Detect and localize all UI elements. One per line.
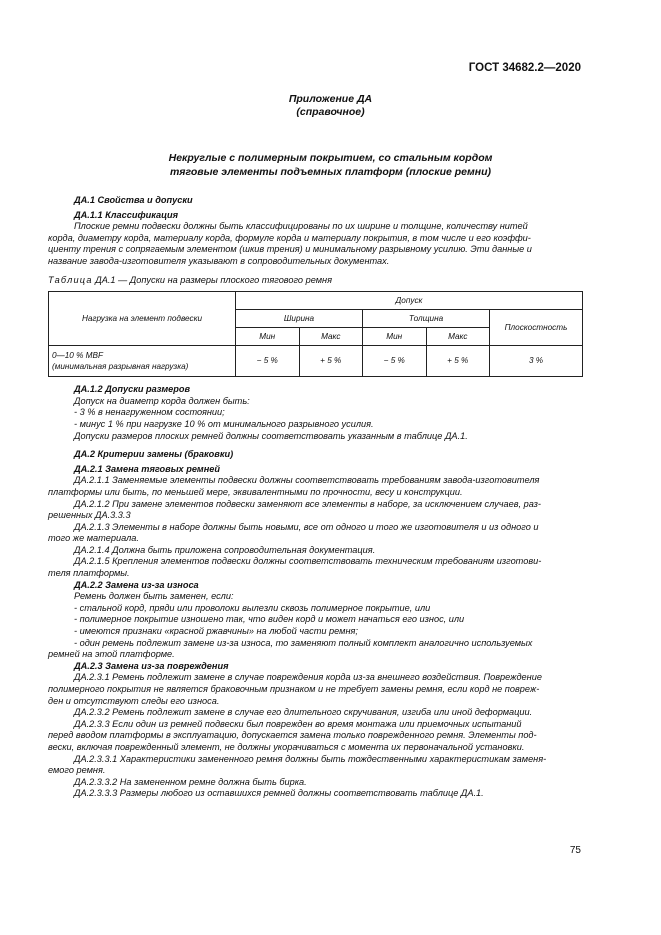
paragraph-line: решенных ДА.3.3.3 bbox=[48, 510, 131, 521]
paragraph-line: ДА.2.1.2 При замене элементов подвески заменяют все элементы в наборе, за исключением случаев, раз- bbox=[74, 498, 541, 509]
table-header-load: Нагрузка на элемент подвески bbox=[49, 292, 236, 346]
tolerance-table bbox=[48, 291, 583, 377]
subsection-heading: ДА.2.1 Замена тяговых ремней bbox=[74, 463, 220, 474]
table-cell-thickness-min: − 5 % bbox=[363, 346, 427, 377]
appendix-title: Приложение ДА bbox=[288, 93, 373, 105]
table-header-tolerance: Допуск bbox=[236, 292, 583, 310]
paragraph-line: ДА.2.3.1 Ремень подлежит замене в случае повреждения корда из-за внешнего воздействия. Повреждение bbox=[74, 672, 542, 683]
table-header-max: Макс bbox=[426, 328, 490, 346]
list-item: - один ремень подлежит замене из-за износа, то заменяют полный комплект аналогично используемых bbox=[74, 637, 533, 648]
paragraph-line: Плоские ремни подвески должны быть классифицированы по их ширине и толщине, количеству нитей bbox=[74, 221, 528, 232]
table-cell-load-line: (минимальная разрывная нагрузка) bbox=[52, 362, 189, 372]
paragraph-line: Ремень должен быть заменен, если: bbox=[74, 591, 234, 602]
section-heading: ДА.2 Критерии замены (браковки) bbox=[74, 449, 234, 460]
paragraph-line: ДА.2.3.3 Если один из ремней подвески был поврежден во время монтажа или приемочных испытаний bbox=[74, 718, 522, 729]
list-item: - полимерное покрытие изношено так, что виден корд и может начаться его износ, или bbox=[74, 614, 465, 625]
table-caption bbox=[48, 275, 583, 287]
paragraph-line: Допуски размеров плоских ремней должны соответствовать указанным в таблице ДА.1. bbox=[74, 430, 468, 441]
paragraph-line: ДА.2.3.3.3 Размеры любого из оставшихся ремней должны соответствовать таблице ДА.1. bbox=[74, 788, 484, 799]
page-number: 75 bbox=[569, 845, 581, 856]
table-cell-flatness: 3 % bbox=[490, 346, 583, 377]
table-cell-load bbox=[49, 346, 236, 377]
document-title-line: тяговые элементы подъемных платформ (плоские ремни) bbox=[169, 165, 492, 178]
document-title bbox=[0, 152, 661, 179]
list-item: - минус 1 % при нагрузке 10 % от минимального разрывного усилия. bbox=[74, 418, 374, 429]
table-caption-lead: Таблица bbox=[48, 274, 93, 285]
appendix-subtitle: (справочное) bbox=[296, 106, 365, 118]
paragraph-line: теля платформы. bbox=[48, 568, 130, 579]
paragraph-line: платформы или быть, по меньшей мере, эквивалентными по прочности, весу и конструкции. bbox=[48, 486, 463, 497]
subsection-heading: ДА.1.1 Классификация bbox=[74, 209, 179, 220]
section-heading: ДА.1 Свойства и допуски bbox=[74, 195, 193, 205]
list-item: - имеются признаки «красной ржавчины» на любой части ремня; bbox=[74, 626, 358, 637]
paragraph-line: Допуск на диаметр корда должен быть: bbox=[74, 395, 250, 406]
list-item: - 3 % в ненагруженном состоянии; bbox=[74, 407, 225, 418]
standard-number: ГОСТ 34682.2—2020 bbox=[468, 62, 581, 74]
paragraph-line: название завода-изготовителя указывают в сопроводительных документах. bbox=[48, 255, 390, 266]
subsection-heading: ДА.2.2 Замена из-за износа bbox=[74, 579, 199, 590]
paragraph-line: ДА.2.3.2 Ремень подлежит замене в случае его длительного скручивания, изгиба или иной деформации. bbox=[74, 707, 533, 718]
paragraph-line: ДА.2.1.4 Должна быть приложена сопроводительная документация. bbox=[74, 544, 376, 555]
document-body bbox=[48, 195, 583, 800]
paragraph-line: ДА.2.1.3 Элементы в наборе должны быть новыми, все от одного и того же изготовителя и из одного и bbox=[74, 521, 539, 532]
table-caption-text: ДА.1 — Допуски на размеры плоского тягового ремня bbox=[95, 274, 332, 285]
paragraph-line: перед вводом платформы в эксплуатацию, допускается замена только поврежденного ремня. Элементы под- bbox=[48, 730, 537, 741]
paragraph-line: ДА.2.1.1 Заменяемые элементы подвески должны соответствовать требованиям завода-изготовителя bbox=[74, 475, 540, 486]
document-title-line: Некруглые с полимерным покрытием, со стальным кордом bbox=[168, 152, 493, 164]
list-item: - стальной корд, пряди или проволоки вылезли сквозь полимерное покрытие, или bbox=[74, 602, 431, 613]
paragraph-line: емого ремня. bbox=[48, 765, 106, 776]
table-cell-width-max: + 5 % bbox=[299, 346, 363, 377]
subsection-heading: ДА.2.3 Замена из-за повреждения bbox=[74, 660, 229, 671]
table-header-min: Мин bbox=[236, 328, 300, 346]
paragraph-line: ДА.2.3.3.1 Характеристики замененного ремня должны быть тождественными характеристикам заменя- bbox=[74, 753, 547, 764]
table-header-thickness: Толщина bbox=[363, 310, 490, 328]
paragraph-line: ДА.2.1.5 Крепления элементов подвески должны соответствовать техническим требованиям изготови- bbox=[74, 556, 542, 567]
appendix-heading bbox=[0, 93, 661, 119]
paragraph-line: ДА.2.3.3.2 На замененном ремне должна быть бирка. bbox=[74, 776, 307, 787]
table-header-max: Макс bbox=[299, 328, 363, 346]
table-header-width: Ширина bbox=[236, 310, 363, 328]
subsection-heading: ДА.1.2 Допуски размеров bbox=[74, 384, 191, 395]
paragraph-line: циенту трения с сопрягаемым элементом (шкив трения) и минимальному разрывному усилию. Эти данные и bbox=[48, 244, 532, 255]
paragraph-line: корда, диаметру корда, материалу корда, формуле корда и материалу покрытия, в том числе и его коэффи- bbox=[48, 232, 531, 243]
paragraph-line: ремней на этой платформе. bbox=[48, 649, 175, 660]
table-header-flatness: Плоскостность bbox=[490, 310, 583, 346]
table-cell-width-min: − 5 % bbox=[236, 346, 300, 377]
paragraph-line: вески, включая поврежденный элемент, не должны укорачиваться с момента их первоначальной установки. bbox=[48, 741, 525, 752]
table-cell-load-line: 0—10 % MBF bbox=[52, 351, 103, 361]
paragraph-line: полимерного покрытия не является браковочным признаком и не требует замены ремня, если корд не повреж- bbox=[48, 684, 540, 694]
paragraph-line: ден и отсутствуют следы его износа. bbox=[48, 695, 220, 706]
table-cell-thickness-max: + 5 % bbox=[426, 346, 490, 377]
paragraph-line: того же материала. bbox=[48, 533, 139, 544]
table-header-min: Мин bbox=[363, 328, 427, 346]
